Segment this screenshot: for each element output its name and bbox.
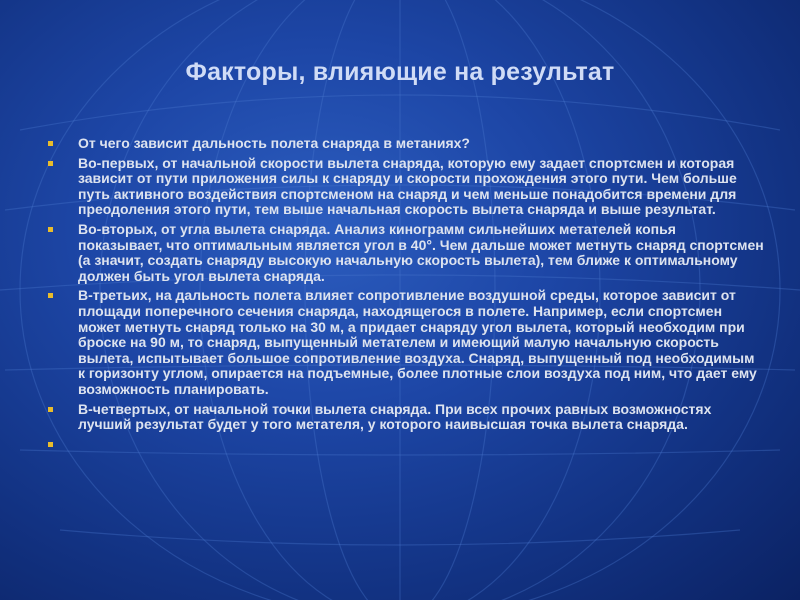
list-item-text: В-третьих, на дальность полета влияет сопротивление воздушной среды, которое зависит от площади поперечного сечения снаряда, находящегося в полете. Например, если спортсмен может метнуть снаряд только на 30 м, а придает снаряду угол вылета, который необходим при броске на 90 м, то снаряд, выпущенный метателем и имеющий малую начальную скорость вылета, испытывает большое сопротивление воздуха. Снаряд, выпущенный под необходимым к горизонту углом, опирается на подъемные, более плотные слои воздуха под ним, что дает ему возможность планировать.	[78, 287, 757, 397]
list-item	[44, 222, 764, 284]
slide-title: Факторы, влияющие на результат	[185, 58, 615, 86]
list-item	[44, 288, 764, 397]
square-bullet-icon	[48, 227, 53, 232]
square-bullet-icon	[48, 407, 53, 412]
list-item-text: От чего зависит дальность полета снаряда в метаниях?	[78, 135, 470, 151]
list-item	[44, 156, 764, 218]
list-item	[44, 402, 764, 433]
square-bullet-icon	[48, 442, 53, 447]
list-item-text: Во-первых, от начальной скорости вылета снаряда, которую ему задает спортсмен и которая зависит от пути приложения силы к снаряду и скорости прохождения этого пути. Чем больше путь активного воздействия спортсменом на снаряд и чем меньше понадобится времени для преодоления этого пути, тем выше начальная скорость вылета снаряда и выше результат.	[78, 154, 737, 218]
square-bullet-icon	[48, 141, 53, 146]
list-item-text: Во-вторых, от угла вылета снаряда. Анализ кинограмм сильнейших метателей копья показывает, что оптимальным является угол в 40°. Чем дальше может метнуть снаряд спортсмен (а значит, создать снаряду высокую начальную скорость вылета), тем ближе к оптимальному должен быть угол вылета снаряда.	[78, 220, 764, 284]
list-item-text: В-четвертых, от начальной точки вылета снаряда. При всех прочих равных возможностях лучший результат будет у того метателя, у которого наивысшая точка вылета снаряда.	[78, 400, 712, 433]
list-item-empty	[44, 437, 764, 453]
square-bullet-icon	[48, 161, 53, 166]
bullet-list	[44, 136, 764, 456]
square-bullet-icon	[48, 293, 53, 298]
list-item	[44, 136, 764, 152]
